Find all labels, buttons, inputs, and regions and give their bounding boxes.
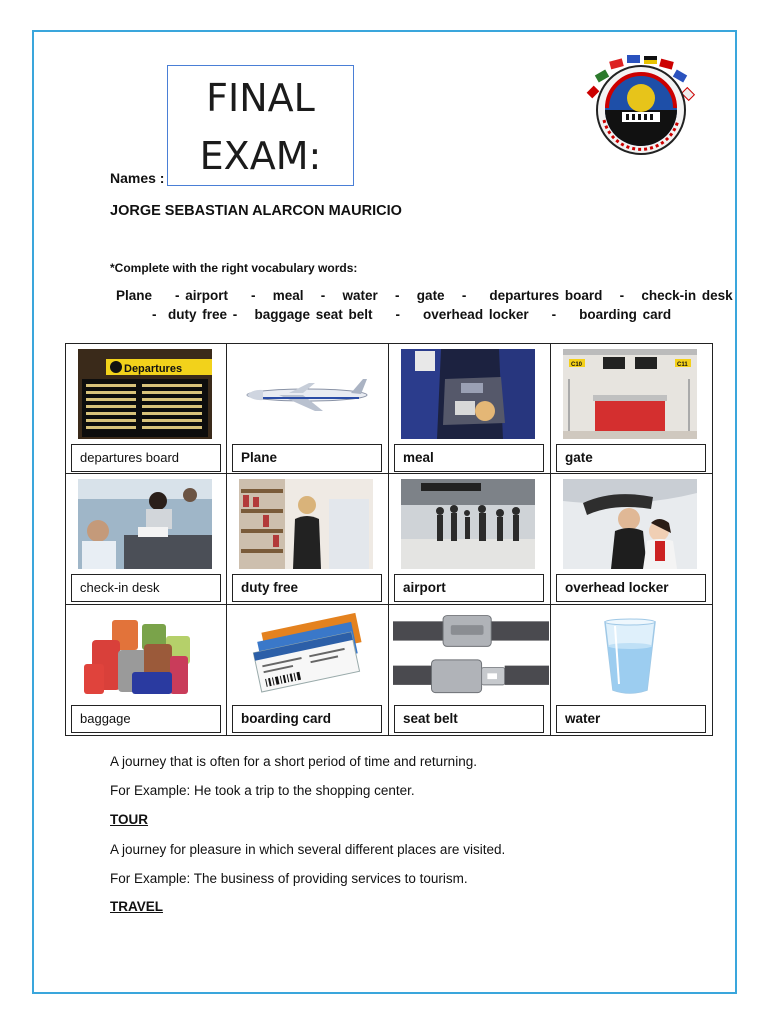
tour-example: For Example: The business of providing services to tourism. (110, 871, 468, 886)
vocabulary-table (65, 343, 713, 736)
vocab-cell-seat-belt (389, 605, 551, 735)
overhead-locker-photo (563, 479, 697, 569)
vocab-cell-meal (389, 344, 551, 474)
svg-text:C10: C10 (571, 362, 583, 368)
boarding-card-photo (239, 610, 373, 700)
vocab-cell-gate (551, 344, 712, 474)
instruction-text: *Complete with the right vocabulary words: (110, 261, 358, 275)
vocab-cell-baggage (66, 605, 227, 735)
airport-photo (401, 479, 535, 569)
title-box (167, 65, 354, 186)
check-in-desk-photo (78, 479, 212, 569)
gate-photo (563, 349, 697, 439)
vocab-cell-water (551, 605, 712, 735)
vocab-cell-airport (389, 474, 551, 605)
answer-box[interactable]: check-in desk (71, 574, 221, 602)
vocab-cell-plane (227, 344, 389, 474)
answer-box[interactable]: water (556, 705, 706, 733)
meal-photo (401, 349, 535, 439)
answer-box[interactable]: departures board (71, 444, 221, 472)
vocab-cell-departures-board (66, 344, 227, 474)
svg-text:C11: C11 (677, 362, 688, 368)
answer-box[interactable]: baggage (71, 705, 221, 733)
trip-example: For Example: He took a trip to the shopping center. (110, 783, 415, 798)
answer-box[interactable]: Plane (232, 444, 382, 472)
vocab-cell-boarding-card (227, 605, 389, 735)
word-bank-line-2: - duty free - baggage seat belt - overhead locker - boarding card (152, 307, 672, 322)
title-line-2: EXAM: (199, 134, 322, 178)
duty-free-photo (239, 479, 373, 569)
student-name: JORGE SEBASTIAN ALARCON MAURICIO (110, 203, 402, 219)
word-bank-line-1: Plane - airport - meal - water - gate - departures board - check-in desk (116, 288, 733, 303)
tour-term: TOUR (110, 812, 149, 827)
answer-box[interactable]: duty free (232, 574, 382, 602)
baggage-photo (78, 610, 212, 700)
names-label: Names : (110, 170, 165, 186)
tour-definition: A journey for pleasure in which several different places are visited. (110, 842, 506, 857)
seat-belt-photo (393, 610, 549, 702)
departures-board-photo (78, 349, 212, 439)
plane-photo (239, 349, 373, 439)
ciunac-logo (582, 50, 700, 162)
vocab-cell-duty-free (227, 474, 389, 605)
trip-definition: A journey that is often for a short period of time and returning. (110, 754, 477, 769)
answer-box[interactable]: meal (394, 444, 544, 472)
answer-box[interactable]: seat belt (394, 705, 544, 733)
answer-box[interactable]: gate (556, 444, 706, 472)
water-glass-photo (563, 610, 697, 700)
answer-box[interactable]: airport (394, 574, 544, 602)
vocab-cell-check-in-desk (66, 474, 227, 605)
answer-box[interactable]: overhead locker (556, 574, 706, 602)
title-line-1: FINAL (206, 76, 315, 120)
answer-box[interactable]: boarding card (232, 705, 382, 733)
svg-text:Departures: Departures (124, 363, 183, 375)
vocab-cell-overhead-locker (551, 474, 712, 605)
travel-term: TRAVEL (110, 899, 163, 914)
